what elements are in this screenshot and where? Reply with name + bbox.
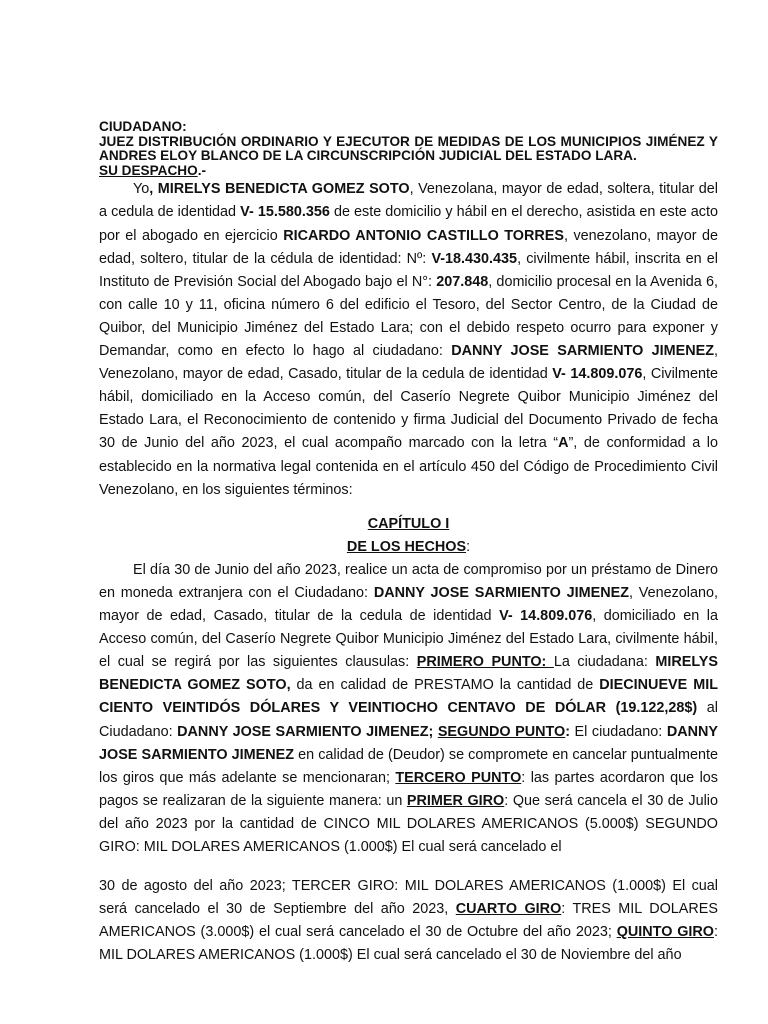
chapter-title: CAPÍTULO I	[367, 515, 450, 532]
header-salutation: CIUDADANO:	[99, 119, 187, 134]
header-court: JUEZ DISTRIBUCIÓN ORDINARIO Y EJECUTOR DE MEDIDAS DE LOS MUNICIPIOS JIMÉNEZ Y ANDRES ELOY BLANCO DE LA CIRCUNSCRIPCIÓN JUDICIAL DEL ESTADO LARA.	[99, 133, 718, 164]
chapter-subtitle: DE LOS HECHOS:	[346, 538, 471, 555]
header-office: SU DESPACHO.-	[99, 162, 207, 178]
paragraph-payments: 30 de agosto del año 2023; TERCER GIRO: MIL DOLARES AMERICANOS (1.000$) El cual será cancelado el 30 de Septiembre del año 2023, CUARTO GIRO: TRES MIL DOLARES AMERICANOS (3.000$) el cual será cancelado el 30 de Octubre del año 2023; QUINTO GIRO: MIL DOLARES AMERICANOS (1.000$) El cual será cancelado el 30 de Noviembre del año	[99, 878, 718, 964]
addressee-header	[99, 120, 718, 178]
paragraph-facts: El día 30 de Junio del año 2023, realice un acta de compromiso por un préstamo de Dinero en moneda extranjera con el Ciudadano: DANNY JOSE SARMIENTO JIMENEZ, Venezolano, mayor de edad, Casado, titular de la cedula de identidad V- 14.809.076, domiciliado en la Acceso común, del Caserío Negrete Quibor Municipio Jiménez del Estado Lara, civilmente hábil, el cual se regirá por las siguientes clausulas: PRIMERO PUNTO: La ciudadana: MIRELYS BENEDICTA GOMEZ SOTO, da en calidad de PRESTAMO la cantidad de DIECINUEVE MIL CIENTO VEINTIDÓS DÓLARES Y VEINTIOCHO CENTAVO DE DÓLAR (19.122,28$) al Ciudadano: DANNY JOSE SARMIENTO JIMENEZ; SEGUNDO PUNTO: El ciudadano: DANNY JOSE SARMIENTO JIMENEZ en calidad de (Deudor) se compromete en cancelar puntualmente los giros que más adelante se mencionaran; TERCERO PUNTO: las partes acordaron que los pagos se realizaran de la siguiente manera: un PRIMER GIRO: Que será cancela el 30 de Julio del año 2023 por la cantidad de CINCO MIL DOLARES AMERICANOS (5.000$) SEGUNDO GIRO: MIL DOLARES AMERICANOS (1.000$) El cual será cancelado el	[99, 561, 719, 855]
paragraph-introduction: Yo, MIRELYS BENEDICTA GOMEZ SOTO, Venezolana, mayor de edad, soltera, titular del a cedula de identidad V- 15.580.356 de este domicilio y hábil en el derecho, asistida en este acto por el abogado en ejercicio RICARDO ANTONIO CASTILLO TORRES, venezolano, mayor de edad, soltero, titular de la cédula de identidad: Nº: V-18.430.435, civilmente hábil, inscrita en el Instituto de Previsión Social del Abogado bajo el N°: 207.848, domicilio procesal en la Avenida 6, con calle 10 y 11, oficina número 6 del edificio el Tesoro, del Sector Centro, de la Ciudad de Quibor, del Municipio Jiménez del Estado Lara; con el debido respeto ocurro para exponer y Demandar, como en efecto lo hago al ciudadano: DANNY JOSE SARMIENTO JIMENEZ, Venezolano, mayor de edad, Casado, titular de la cedula de identidad V- 14.809.076, Civilmente hábil, domiciliado en la Acceso común, del Caserío Negrete Quibor Municipio Jiménez del Estado Lara, el Reconocimiento de contenido y firma Judicial del Documento Privado de fecha 30 de Junio del año 2023, el cual acompaño marcado con la letra “A”, de conformidad a lo establecido en la normativa legal contenida en el artículo 450 del Código de Procedimiento Civil Venezolano, en los siguientes términos:	[99, 181, 719, 498]
document-body	[99, 120, 718, 967]
